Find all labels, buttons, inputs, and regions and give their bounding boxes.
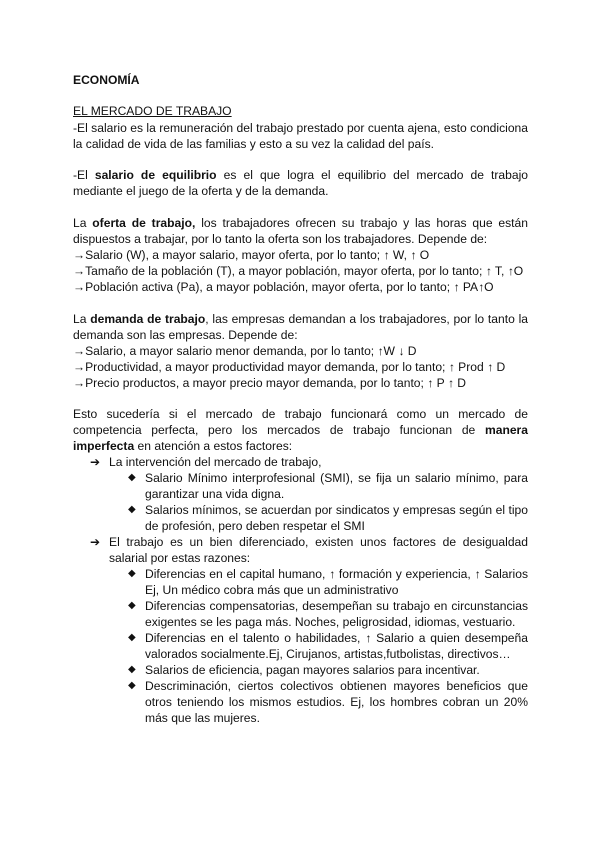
- talento-item-line-1: Diferencias en el talento o habilidades, ↑ Salario a quien desempeña: [145, 631, 528, 645]
- smi-item-line-1: Salario Mínimo interprofesional (SMI), se fija un salario mínimo, para: [145, 471, 528, 485]
- oferta-item: →Salario (W), a mayor salario, mayor oferta, por lo tanto; ↑ W, ↑ O: [73, 248, 430, 262]
- smi-item-line-2: garantizar una vida digna.: [145, 487, 285, 501]
- diamond-bullet-icon: ◆: [128, 504, 136, 515]
- discriminacion-item-line-1: Descriminación, ciertos colectivos obtienen mayores beneficios que: [145, 679, 528, 693]
- talento-item-line-2: valorados socialmente.Ej, Cirujanos, artistas,futbolistas, directivos…: [145, 647, 511, 661]
- demanda-item: →Precio productos, a mayor precio mayor demanda, por lo tanto; ↑ P ↑ D: [73, 376, 467, 390]
- oferta-item: →Tamaño de la población (T), a mayor población, mayor oferta, por lo tanto; ↑ T, ↑O: [73, 264, 524, 278]
- section-heading: EL MERCADO DE TRABAJO: [73, 104, 232, 118]
- diamond-bullet-icon: ◆: [128, 664, 136, 675]
- imperfecta-paragraph-line-3: imperfecta en atención a estos factores:: [73, 439, 293, 453]
- oferta-paragraph-line-1: La oferta de trabajo, los trabajadores ofrecen su trabajo y las horas que están: [73, 216, 528, 230]
- factor-diferenciado-line-2: salarial por estas razones:: [109, 551, 251, 565]
- diamond-bullet-icon: ◆: [128, 632, 136, 643]
- capital-humano-item-line-2: Ej, Un médico cobra más que un administrativo: [145, 583, 399, 597]
- discriminacion-item-line-2: otros teniendo los mismos estudios. Ej, los hombres cobran un 20%: [145, 695, 528, 709]
- arrow-bullet-icon: ➔: [90, 535, 101, 549]
- imperfecta-paragraph-line-2: competencia perfecta, pero los mercados de trabajo funcionan de manera: [73, 423, 528, 437]
- compensatorias-item-line-2: exigentes se les paga más. Noches, peligrosidad, idiomas, vestuario.: [145, 615, 516, 629]
- diamond-bullet-icon: ◆: [128, 600, 136, 611]
- imperfecta-paragraph-line-1: Esto sucedería si el mercado de trabajo funcionará como un mercado de: [73, 407, 528, 421]
- diamond-bullet-icon: ◆: [128, 680, 136, 691]
- diamond-bullet-icon: ◆: [128, 472, 136, 483]
- arrow-bullet-icon: ➔: [90, 455, 101, 469]
- equilibrio-paragraph-line-2: mediante el juego de la oferta y de la demanda.: [73, 184, 329, 198]
- document-title: ECONOMÍA: [73, 73, 140, 87]
- equilibrio-paragraph-line-1: -El salario de equilibrio es el que logra el equilibrio del mercado de trabajo: [73, 168, 529, 182]
- eficiencia-item: Salarios de eficiencia, pagan mayores salarios para incentivar.: [145, 663, 480, 677]
- salarios-minimos-item-line-1: Salarios mínimos, se acuerdan por sindicatos y empresas según el tipo: [145, 503, 528, 517]
- factor-intervencion: La intervención del mercado de trabajo,: [109, 455, 322, 469]
- demanda-item: →Productividad, a mayor productividad mayor demanda, por lo tanto; ↑ Prod ↑ D: [73, 360, 506, 374]
- oferta-paragraph-line-2: dispuestos a trabajar, por lo tanto la oferta son los trabajadores. Depende de:: [73, 232, 488, 246]
- demanda-paragraph-line-2: demanda son las empresas. Depende de:: [73, 328, 298, 342]
- demanda-item: →Salario, a mayor salario menor demanda, por lo tanto; ↑W ↓ D: [73, 344, 417, 358]
- oferta-item: →Población activa (Pa), a mayor población, mayor oferta, por lo tanto; ↑ PA↑O: [73, 280, 494, 294]
- salario-paragraph-line-2: la calidad de vida de las familias y esto a su vez la calidad del país.: [73, 137, 434, 151]
- salarios-minimos-item-line-2: de profesión, pero deben respetar el SMI: [145, 519, 365, 533]
- demanda-paragraph-line-1: La demanda de trabajo, las empresas demandan a los trabajadores, por lo tanto la: [73, 312, 528, 326]
- capital-humano-item-line-1: Diferencias en el capital humano, ↑ formación y experiencia, ↑ Salarios: [145, 567, 528, 581]
- factor-diferenciado-line-1: El trabajo es un bien diferenciado, existen unos factores de desigualdad: [109, 535, 528, 549]
- diamond-bullet-icon: ◆: [128, 568, 136, 579]
- discriminacion-item-line-3: más que las mujeres.: [145, 711, 260, 725]
- salario-paragraph-line-1: -El salario es la remuneración del trabajo prestado por cuenta ajena, esto condiciona: [73, 121, 528, 135]
- compensatorias-item-line-1: Diferencias compensatorias, desempeñan su trabajo en circunstancias: [145, 599, 528, 613]
